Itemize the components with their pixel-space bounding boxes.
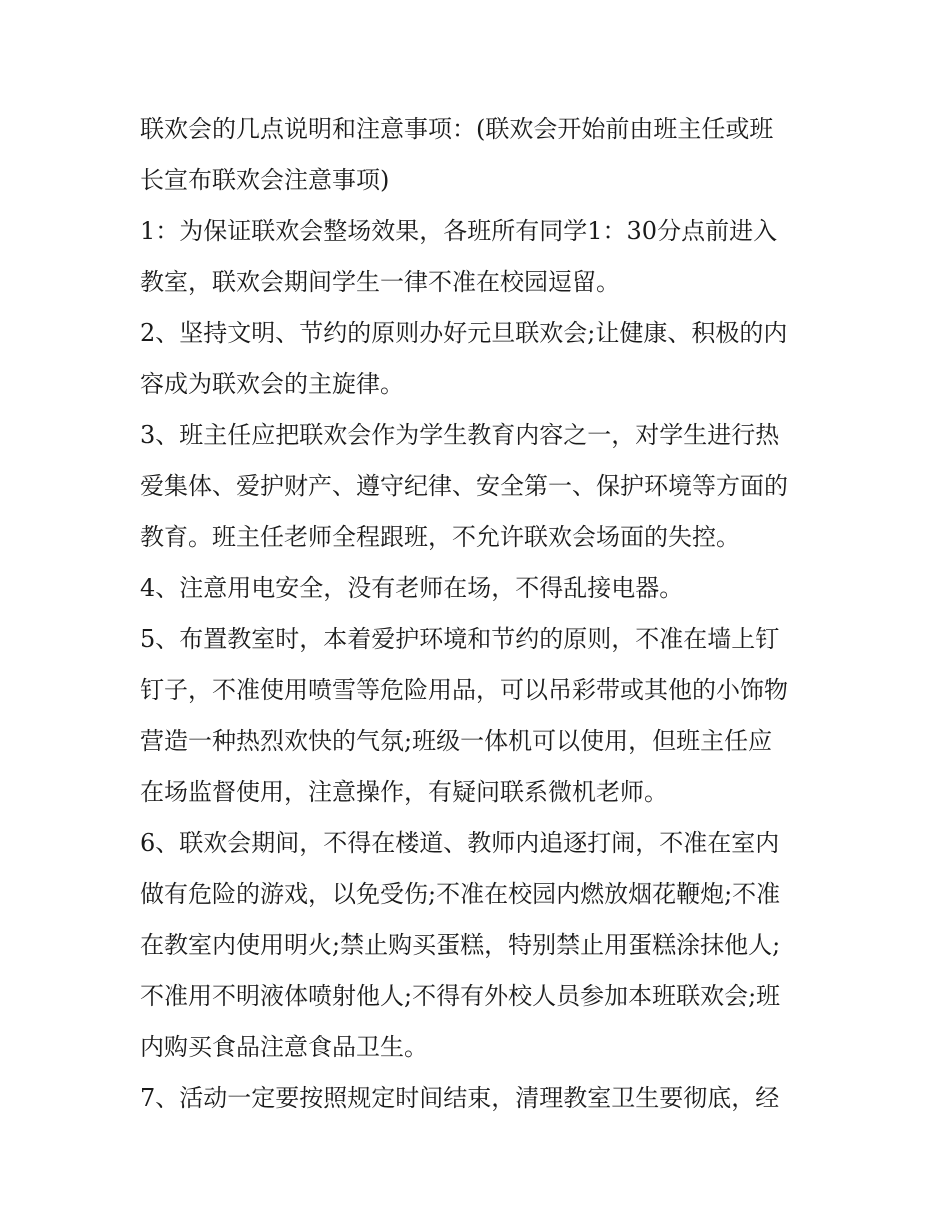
text-line: 4、注意用电安全，没有老师在场，不得乱接电器。 (140, 574, 684, 602)
text-line: 5、布置教室时，本着爱护环境和节约的原则，不准在墙上钉 (140, 625, 780, 653)
text-line: 1：为保证联欢会整场效果，各班所有同学1：30分点前进入 (140, 217, 778, 245)
text-line: 教室，联欢会期间学生一律不准在校园逗留。 (140, 268, 620, 296)
text-line: 钉子，不准使用喷雪等危险用品，可以吊彩带或其他的小饰物 (140, 676, 788, 704)
text-line: 长宣布联欢会注意事项) (140, 166, 390, 194)
text-line: 做有危险的游戏，以免受伤;不准在校园内燃放烟花鞭炮;不准 (140, 880, 781, 908)
text-line: 在教室内使用明火;禁止购买蛋糕，特别禁止用蛋糕涂抹他人; (140, 931, 781, 959)
text-line: 在场监督使用，注意操作，有疑问联系微机老师。 (140, 778, 668, 806)
text-line: 容成为联欢会的主旋律。 (140, 370, 404, 398)
text-line: 教育。班主任老师全程跟班，不允许联欢会场面的失控。 (140, 523, 740, 551)
text-line: 3、班主任应把联欢会作为学生教育内容之一，对学生进行热 (140, 421, 780, 449)
text-line: 营造一种热烈欢快的气氛;班级一体机可以使用，但班主任应 (140, 727, 773, 755)
text-line: 6、联欢会期间，不得在楼道、教师内追逐打闹，不准在室内 (140, 829, 780, 857)
text-line: 联欢会的几点说明和注意事项：(联欢会开始前由班主任或班 (140, 115, 774, 143)
text-line: 7、活动一定要按照规定时间结束，清理教室卫生要彻底，经 (140, 1084, 780, 1112)
text-line: 2、坚持文明、节约的原则办好元旦联欢会;让健康、积极的内 (140, 319, 788, 347)
text-line: 内购买食品注意食品卫生。 (140, 1033, 428, 1061)
text-line: 不准用不明液体喷射他人;不得有外校人员参加本班联欢会;班 (140, 982, 781, 1010)
text-line: 爱集体、爱护财产、遵守纪律、安全第一、保护环境等方面的 (140, 472, 788, 500)
